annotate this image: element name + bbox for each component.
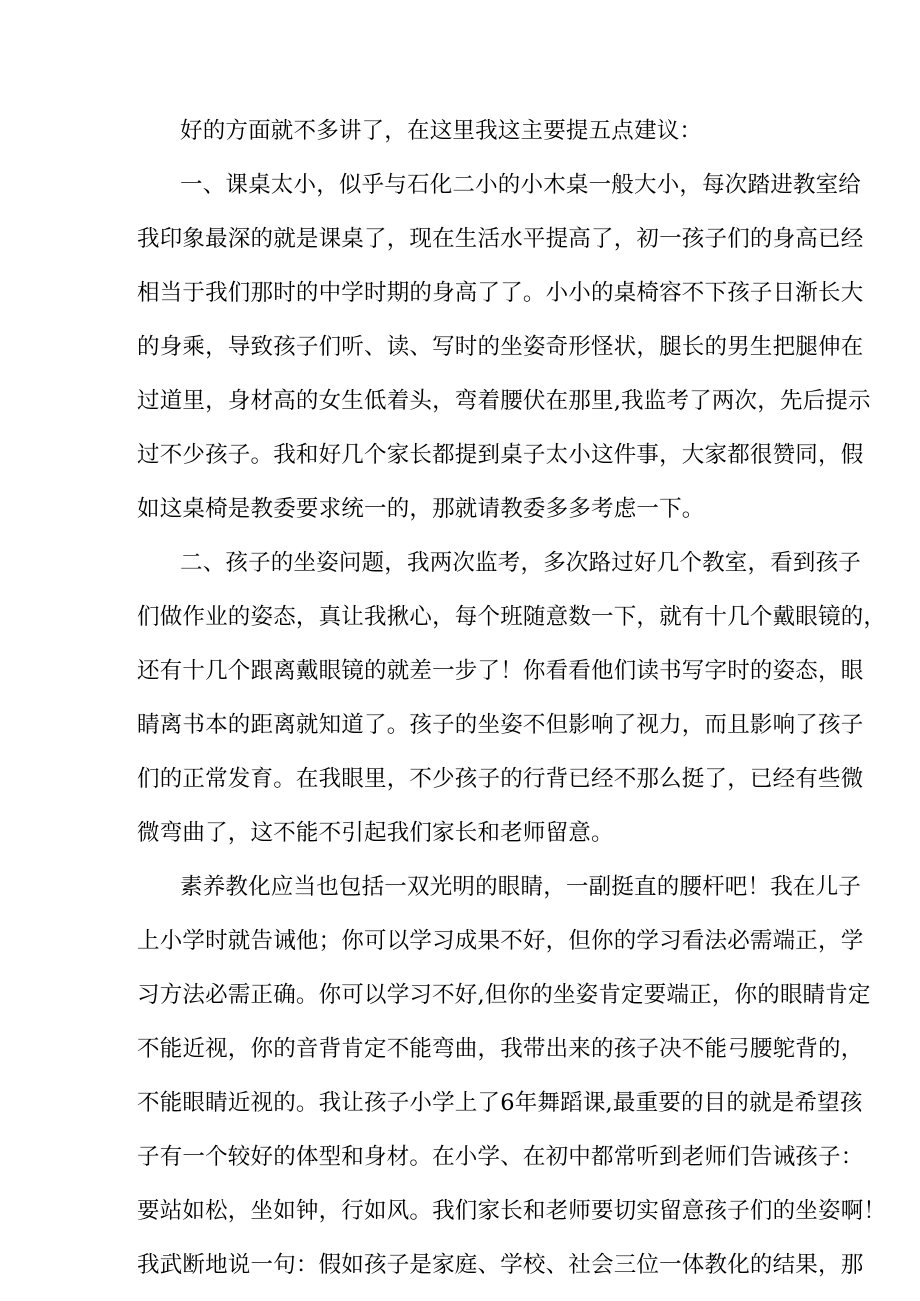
paragraph-line: 不能眼睛近视的。我让孩子小学上了6年舞蹈课,最重要的目的就是希望孩 — [137, 1090, 863, 1116]
paragraph-line: 素养教化应当也包括一双光明的眼睛，一副挺直的腰杆吧！我在儿子 — [180, 874, 862, 900]
paragraph-line: 微弯曲了，这不能不引起我们家长和老师留意。 — [137, 820, 614, 846]
paragraph-line: 过不少孩子。我和好几个家长都提到桌子太小这件事，大家都很赞同，假 — [137, 442, 864, 468]
paragraph-line: 们做作业的姿态，真让我揪心，每个班随意数一下，就有十几个戴眼镜的， — [137, 604, 887, 630]
paragraph-line: 子有一个较好的体型和身材。在小学、在初中都常听到老师们告诫孩子： — [137, 1144, 864, 1170]
paragraph-line: 不能近视，你的音背肯定不能弯曲，我带出来的孩子决不能弓腰鸵背的， — [137, 1036, 864, 1062]
paragraph-line: 的身乘，导致孩子们听、读、写时的坐姿奇形怪状，腿长的男生把腿伸在 — [137, 334, 864, 360]
paragraph-line: 如这桌椅是教委要求统一的，那就请教委多多考虑一下。 — [137, 496, 705, 522]
paragraph-line: 好的方面就不多讲了，在这里我这主要提五点建议： — [180, 118, 703, 144]
paragraph-line: 睛离书本的距离就知道了。孩子的坐姿不但影响了视力，而且影响了孩子 — [137, 712, 864, 738]
paragraph-line: 一、课桌太小，似乎与石化二小的小木桌一般大小，每次踏进教室给 — [180, 172, 862, 198]
paragraph-line: 我武断地说一句：假如孩子是家庭、学校、社会三位一体教化的结果，那 — [137, 1252, 864, 1278]
paragraph-line: 相当于我们那时的中学时期的身高了了。小小的桌椅容不下孩子日渐长大 — [137, 280, 864, 306]
paragraph-line: 们的正常发育。在我眼里，不少孩子的行背已经不那么挺了，已经有些微 — [137, 766, 864, 792]
paragraph-line: 我印象最深的就是课桌了，现在生活水平提高了，初一孩子们的身高已经 — [137, 226, 864, 252]
paragraph-line: 习方法必需正确。你可以学习不好,但你的坐姿肯定要端正，你的眼睛肯定 — [137, 982, 871, 1008]
paragraph-line: 过道里，身材高的女生低着头，弯着腰伏在那里,我监考了两次，先后提示 — [137, 388, 871, 414]
paragraph-line: 二、孩子的坐姿问题，我两次监考，多次路过好几个教室，看到孩子 — [180, 550, 862, 576]
paragraph-line: 还有十几个跟离戴眼镜的就差一步了！你看看他们读书写字时的姿态，眼 — [137, 658, 864, 684]
paragraph-line: 上小学时就告诫他；你可以学习成果不好，但你的学习看法必需端正，学 — [137, 928, 864, 954]
paragraph-line: 要站如松，坐如钟，行如风。我们家长和老师要切实留意孩子们的坐姿啊！ — [137, 1198, 887, 1224]
